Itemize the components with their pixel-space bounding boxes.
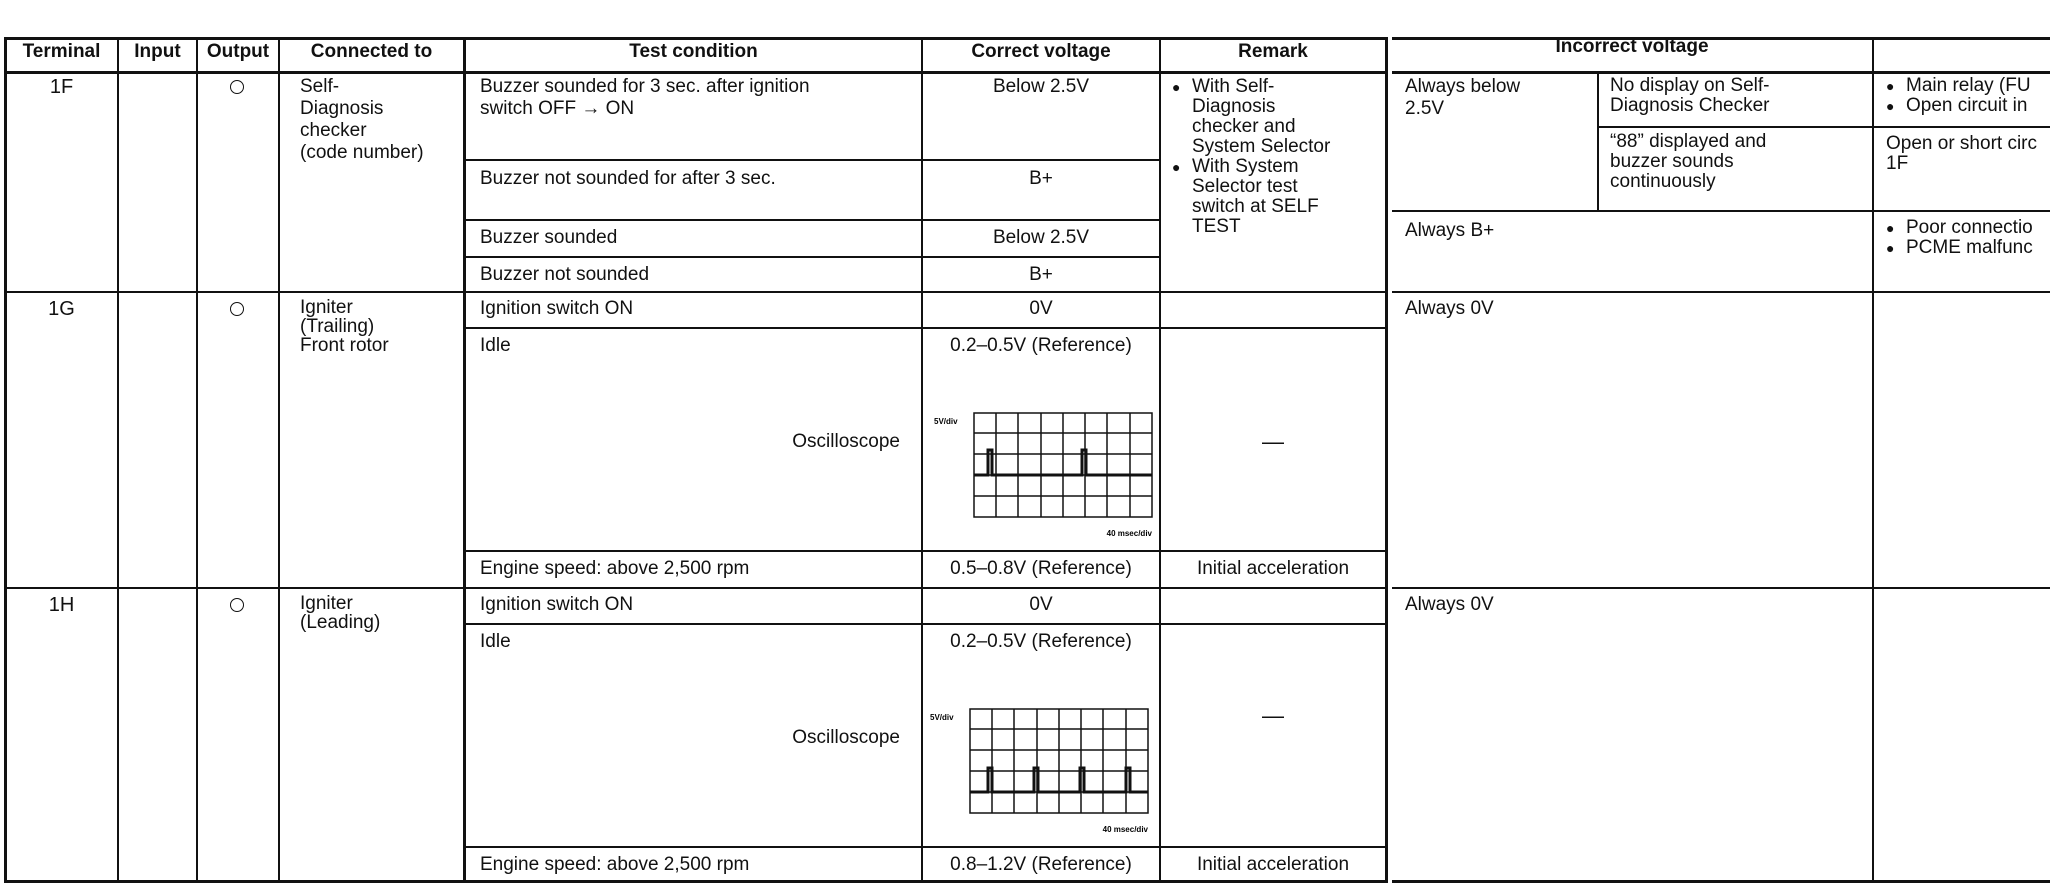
incorrect-always-below: Always below 2.5V [1405, 76, 1521, 119]
header-test-condition: Test condition [629, 41, 758, 62]
oscilloscope-waveform-1G [934, 410, 1154, 550]
voltage-1F-3: Below 2.5V [992, 227, 1090, 248]
scope-t-label: 40 msec/div [1102, 825, 1148, 834]
right-col-line [1872, 37, 1874, 883]
col-line [463, 37, 466, 883]
header-output: Output [206, 41, 270, 62]
oscilloscope-label-1H: Oscilloscope [792, 727, 900, 748]
condition-1F-4: Buzzer not sounded [480, 264, 650, 285]
header-remark: Remark [1238, 41, 1308, 62]
voltage-1F-4: B+ [1029, 264, 1053, 285]
row-line [465, 846, 1385, 848]
scope-v-label: 5V/div [930, 713, 954, 722]
condition-1H-ign: Ignition switch ON [480, 594, 634, 615]
right-header-border [1392, 71, 2050, 74]
condition-1H-idle: Idle [480, 631, 511, 652]
terminal-1G: 1G [48, 298, 75, 320]
row-divider-1H [4, 587, 1388, 589]
condition-1H-engine: Engine speed: above 2,500 rpm [480, 854, 750, 875]
header-incorrect-voltage: Incorrect voltage [1555, 36, 1709, 57]
row-line [465, 327, 1385, 329]
output-circle-icon [230, 302, 244, 316]
row-line [465, 623, 1385, 625]
scope-t-label: 40 msec/div [1106, 529, 1152, 538]
output-circle-icon [230, 80, 244, 94]
connected-to-1G: Igniter (Trailing) Front rotor [300, 297, 389, 356]
oscilloscope-label-1G: Oscilloscope [792, 431, 900, 452]
remark-dash-1G: — [1262, 429, 1284, 454]
incorrect-1G: Always 0V [1405, 298, 1494, 319]
col-line [1159, 37, 1161, 883]
col-line [4, 37, 7, 883]
header-bottom-border [4, 71, 1388, 74]
col-line [117, 37, 119, 883]
cause-item: ● PCME malfunc [1886, 238, 2050, 258]
voltage-1H-idle: 0.2–0.5V (Reference) [950, 631, 1132, 652]
cause-open-short: Open or short circ 1F [1886, 134, 2037, 174]
table-top-border [4, 37, 1388, 40]
voltage-1G-idle: 0.2–0.5V (Reference) [950, 335, 1132, 356]
condition-1G-ign: Ignition switch ON [480, 298, 634, 319]
voltage-1F-2: B+ [1029, 168, 1053, 189]
remark-1H-engine: Initial acceleration [1196, 854, 1350, 875]
header-input: Input [134, 41, 181, 62]
incorrect-no-display: No display on Self- Diagnosis Checker [1610, 75, 1770, 116]
remark-1F [1172, 77, 1382, 237]
cause-item: ● Main relay (FU [1886, 76, 2050, 96]
col-line [278, 37, 280, 883]
condition-1G-idle: Idle [480, 335, 511, 356]
condition-1F-3: Buzzer sounded [480, 227, 618, 248]
col-line [921, 37, 923, 883]
cause-poor-connection [1886, 218, 2050, 258]
right-row-line [1392, 210, 2050, 212]
col-line [1385, 37, 1388, 883]
row-line [465, 159, 1160, 161]
cause-item: ● Open circuit in [1886, 96, 2050, 116]
remark-dash-1H: — [1262, 703, 1284, 728]
terminal-1H: 1H [48, 594, 75, 616]
table-bottom-border [4, 880, 1388, 883]
right-row-line [1392, 587, 2050, 589]
voltage-1G-ign: 0V [1029, 298, 1053, 319]
col-line [196, 37, 198, 883]
incorrect-1H: Always 0V [1405, 594, 1494, 615]
right-row-line [1597, 126, 2050, 128]
output-circle-icon [230, 598, 244, 612]
right-col-line [1597, 71, 1599, 211]
scope-v-label: 5V/div [934, 417, 958, 426]
right-bottom-border [1392, 880, 2050, 883]
voltage-1F-1: Below 2.5V [992, 76, 1090, 97]
voltage-1G-engine: 0.5–0.8V (Reference) [950, 558, 1132, 579]
header-terminal: Terminal [22, 41, 101, 62]
cause-item: ● Poor connectio [1886, 218, 2050, 238]
connected-to-1F: Self- Diagnosis checker (code number) [300, 76, 424, 163]
row-line [465, 219, 1160, 221]
voltage-1H-engine: 0.8–1.2V (Reference) [950, 854, 1132, 875]
row-divider-1G [4, 291, 1388, 293]
remark-1G-engine: Initial acceleration [1196, 558, 1350, 579]
terminal-1F: 1F [49, 76, 74, 98]
incorrect-88-displayed: “88” displayed and buzzer sounds continuously [1610, 131, 1767, 192]
cause-main-relay [1886, 76, 2050, 116]
condition-1F-1: Buzzer sounded for 3 sec. after ignition switch OFF → ON [480, 76, 810, 119]
condition-1G-engine: Engine speed: above 2,500 rpm [480, 558, 750, 579]
row-line [465, 550, 1385, 552]
oscilloscope-waveform-1H [930, 706, 1152, 846]
header-connected-to: Connected to [310, 41, 433, 62]
connected-to-1H: Igniter (Leading) [300, 593, 381, 633]
voltage-1H-ign: 0V [1029, 594, 1053, 615]
right-row-line [1392, 291, 2050, 293]
incorrect-always-bplus: Always B+ [1405, 220, 1495, 241]
condition-1F-2: Buzzer not sounded for after 3 sec. [480, 168, 776, 189]
row-line [465, 256, 1160, 258]
remark-item: ● With System Selector test switch at SELF TEST [1172, 157, 1382, 237]
remark-item: ● With Self- Diagnosis checker and System Selector [1172, 77, 1382, 157]
header-correct-voltage: Correct voltage [971, 41, 1111, 62]
